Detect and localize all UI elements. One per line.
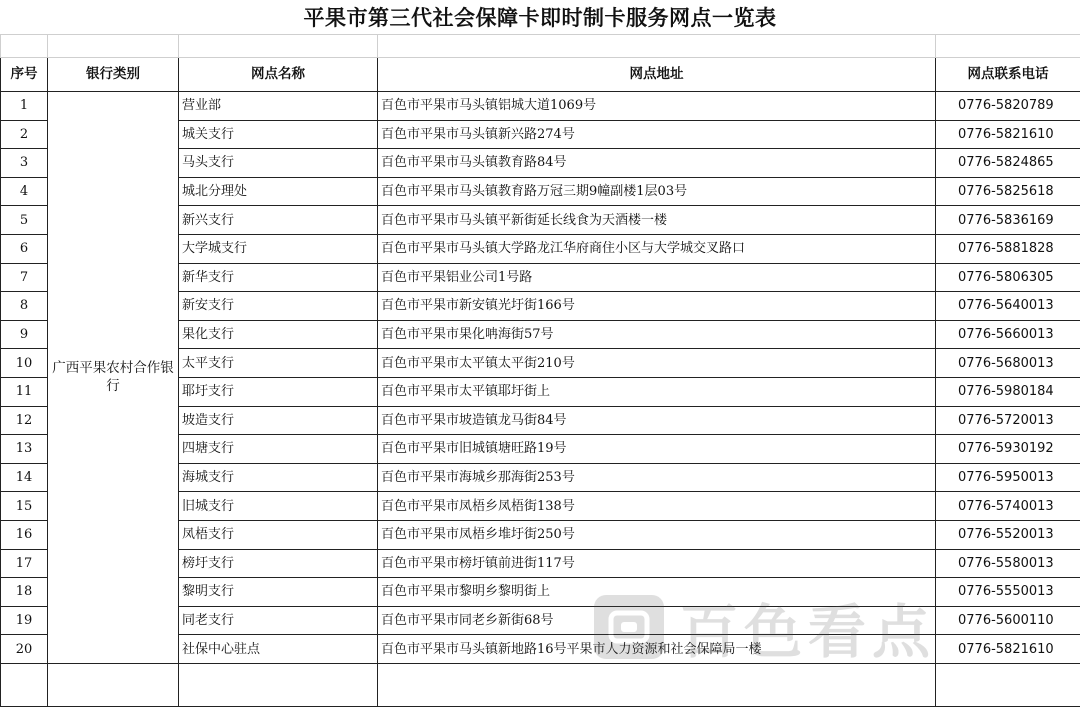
- empty-cell: [378, 663, 936, 706]
- empty-cell: [1, 663, 48, 706]
- branch-name: 凤梧支行: [179, 520, 378, 549]
- empty-cell: [48, 663, 179, 706]
- blank-bottom-row: [1, 663, 1080, 706]
- branch-name: 四塘支行: [179, 435, 378, 464]
- branch-address: 百色市平果市马头镇新地路16号平果市人力资源和社会保障局一楼: [378, 635, 936, 664]
- branch-phone: 0776-5836169: [936, 206, 1080, 235]
- branch-address: 百色市平果市马头镇铝城大道1069号: [378, 92, 936, 121]
- branch-phone: 0776-5680013: [936, 349, 1080, 378]
- row-number: 17: [1, 549, 48, 578]
- branch-name: 大学城支行: [179, 234, 378, 263]
- header-phone: 网点联系电话: [936, 58, 1080, 92]
- row-number: 2: [1, 120, 48, 149]
- empty-cell: [179, 663, 378, 706]
- branch-phone: 0776-5550013: [936, 578, 1080, 607]
- empty-cell: [936, 663, 1080, 706]
- empty-cell: [48, 35, 179, 58]
- branch-phone: 0776-5720013: [936, 406, 1080, 435]
- branch-phone: 0776-5980184: [936, 377, 1080, 406]
- branch-name: 营业部: [179, 92, 378, 121]
- branch-name: 旧城支行: [179, 492, 378, 521]
- row-number: 8: [1, 292, 48, 321]
- header-address: 网点地址: [378, 58, 936, 92]
- row-number: 5: [1, 206, 48, 235]
- row-number: 20: [1, 635, 48, 664]
- branch-phone: 0776-5600110: [936, 606, 1080, 635]
- branch-phone: 0776-5806305: [936, 263, 1080, 292]
- branch-phone: 0776-5580013: [936, 549, 1080, 578]
- branch-name: 马头支行: [179, 149, 378, 178]
- branch-name: 新安支行: [179, 292, 378, 321]
- branch-name: 城关支行: [179, 120, 378, 149]
- empty-cell: [936, 35, 1080, 58]
- branch-address: 百色市平果市马头镇大学路龙江华府商住小区与大学城交叉路口: [378, 234, 936, 263]
- row-number: 10: [1, 349, 48, 378]
- branch-phone: 0776-5881828: [936, 234, 1080, 263]
- branch-name: 黎明支行: [179, 578, 378, 607]
- branch-address: 百色市平果市坡造镇龙马街84号: [378, 406, 936, 435]
- empty-cell: [179, 35, 378, 58]
- branch-phone: 0776-5821610: [936, 635, 1080, 664]
- header-bank: 银行类别: [48, 58, 179, 92]
- branch-phone: 0776-5950013: [936, 463, 1080, 492]
- header-row: [1, 58, 1080, 92]
- row-number: 12: [1, 406, 48, 435]
- page-title: 平果市第三代社会保障卡即时制卡服务网点一览表: [303, 5, 777, 30]
- branch-name: 新兴支行: [179, 206, 378, 235]
- header-name: 网点名称: [179, 58, 378, 92]
- branch-address: 百色市平果市凤梧乡凤梧街138号: [378, 492, 936, 521]
- branch-address: 百色市平果市太平镇耶圩街上: [378, 377, 936, 406]
- branch-address: 百色市平果市凤梧乡堆圩街250号: [378, 520, 936, 549]
- branch-address: 百色市平果市旧城镇塘旺路19号: [378, 435, 936, 464]
- branch-address: 百色市平果市黎明乡黎明街上: [378, 578, 936, 607]
- branch-phone: 0776-5821610: [936, 120, 1080, 149]
- branch-name: 榜圩支行: [179, 549, 378, 578]
- row-number: 11: [1, 377, 48, 406]
- branch-name: 耶圩支行: [179, 377, 378, 406]
- row-number: 1: [1, 92, 48, 121]
- row-number: 6: [1, 234, 48, 263]
- branch-name: 太平支行: [179, 349, 378, 378]
- empty-cell: [378, 35, 936, 58]
- branch-address: 百色市平果市果化呥海街57号: [378, 320, 936, 349]
- row-number: 9: [1, 320, 48, 349]
- branch-phone: 0776-5520013: [936, 520, 1080, 549]
- branch-phone: 0776-5820789: [936, 92, 1080, 121]
- row-number: 7: [1, 263, 48, 292]
- service-points-table: [0, 34, 1080, 707]
- branch-address: 百色市平果市新安镇光圩街166号: [378, 292, 936, 321]
- empty-cell: [1, 35, 48, 58]
- branch-address: 百色市平果市马头镇教育路84号: [378, 149, 936, 178]
- row-number: 4: [1, 177, 48, 206]
- branch-address: 百色市平果市太平镇太平街210号: [378, 349, 936, 378]
- branch-address: 百色市平果市榜圩镇前进街117号: [378, 549, 936, 578]
- branch-phone: 0776-5640013: [936, 292, 1080, 321]
- branch-name: 果化支行: [179, 320, 378, 349]
- row-number: 13: [1, 435, 48, 464]
- branch-phone: 0776-5930192: [936, 435, 1080, 464]
- branch-address: 百色市平果市马头镇教育路万冠三期9幢副楼1层03号: [378, 177, 936, 206]
- branch-name: 社保中心驻点: [179, 635, 378, 664]
- row-number: 3: [1, 149, 48, 178]
- branch-name: 海城支行: [179, 463, 378, 492]
- branch-phone: 0776-5825618: [936, 177, 1080, 206]
- branch-name: 城北分理处: [179, 177, 378, 206]
- row-number: 16: [1, 520, 48, 549]
- table-row: [1, 92, 1080, 121]
- branch-phone: 0776-5660013: [936, 320, 1080, 349]
- bank-category: 广西平果农村合作银行: [48, 92, 179, 664]
- branch-address: 百色市平果市同老乡新街68号: [378, 606, 936, 635]
- header-seq: 序号: [1, 58, 48, 92]
- row-number: 18: [1, 578, 48, 607]
- branch-name: 新华支行: [179, 263, 378, 292]
- watermark-text: 百色看点: [680, 598, 937, 666]
- branch-phone: 0776-5740013: [936, 492, 1080, 521]
- row-number: 15: [1, 492, 48, 521]
- row-number: 19: [1, 606, 48, 635]
- blank-top-row: [1, 35, 1080, 58]
- branch-address: 百色市平果市马头镇新兴路274号: [378, 120, 936, 149]
- branch-address: 百色市平果市马头镇平新街延长线食为天酒楼一楼: [378, 206, 936, 235]
- branch-name: 坡造支行: [179, 406, 378, 435]
- branch-address: 百色市平果铝业公司1号路: [378, 263, 936, 292]
- row-number: 14: [1, 463, 48, 492]
- branch-address: 百色市平果市海城乡那海街253号: [378, 463, 936, 492]
- branch-name: 同老支行: [179, 606, 378, 635]
- branch-phone: 0776-5824865: [936, 149, 1080, 178]
